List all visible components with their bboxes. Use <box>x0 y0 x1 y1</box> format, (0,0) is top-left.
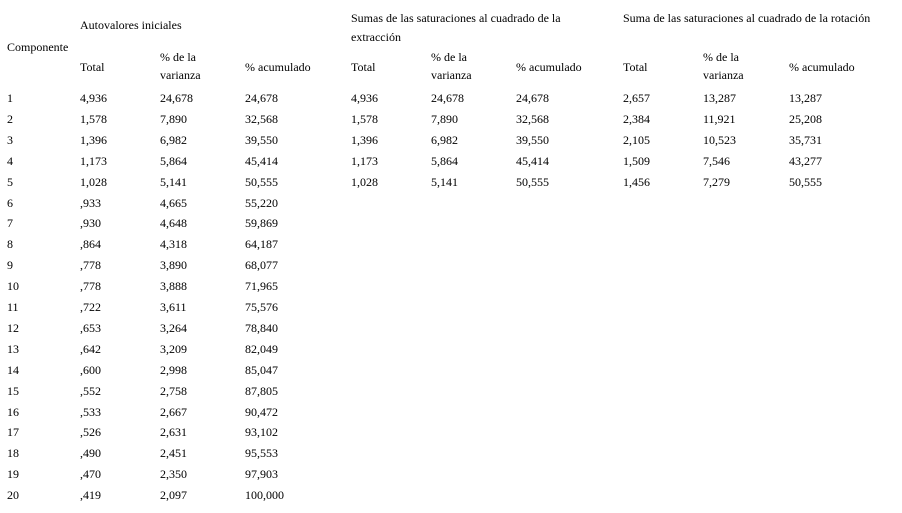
variance-initial-cell: 3,209 <box>160 342 187 356</box>
total-rotation-cell: 1,509 <box>623 154 650 168</box>
cumulative-rotation-cell: 13,287 <box>789 91 822 105</box>
cumulative-initial-cell: 90,472 <box>245 405 278 419</box>
component-cell: 3 <box>7 133 13 147</box>
cumulative-initial-cell: 50,555 <box>245 175 278 189</box>
variance-initial-cell: 5,864 <box>160 154 187 168</box>
cumulative-initial-cell: 75,576 <box>245 300 278 314</box>
variance-rotation-cell: 13,287 <box>703 91 736 105</box>
total-initial-cell: ,933 <box>80 196 101 210</box>
variance-extraction-cell: 5,141 <box>431 175 458 189</box>
component-cell: 9 <box>7 258 13 272</box>
variance-extraction-cell: 7,890 <box>431 112 458 126</box>
col-header-total-3: Total <box>623 60 648 74</box>
variance-rotation-cell: 7,546 <box>703 154 730 168</box>
cumulative-extraction-cell: 45,414 <box>516 154 549 168</box>
component-cell: 20 <box>7 488 19 502</box>
group-header-rotation-loadings: Suma de las saturaciones al cuadrado de la rotación <box>623 11 871 25</box>
component-cell: 15 <box>7 384 19 398</box>
cumulative-initial-cell: 45,414 <box>245 154 278 168</box>
total-rotation-cell: 2,657 <box>623 91 650 105</box>
cumulative-initial-cell: 78,840 <box>245 321 278 335</box>
total-initial-cell: ,470 <box>80 467 101 481</box>
variance-initial-cell: 2,097 <box>160 488 187 502</box>
cumulative-initial-cell: 68,077 <box>245 258 278 272</box>
cumulative-initial-cell: 39,550 <box>245 133 278 147</box>
total-initial-cell: ,533 <box>80 405 101 419</box>
component-cell: 11 <box>7 300 19 314</box>
cumulative-initial-cell: 87,805 <box>245 384 278 398</box>
variance-rotation-cell: 7,279 <box>703 175 730 189</box>
col-header-cumulative-2: % acumulado <box>516 60 582 74</box>
component-cell: 16 <box>7 405 19 419</box>
cumulative-initial-cell: 64,187 <box>245 237 278 251</box>
variance-initial-cell: 5,141 <box>160 175 187 189</box>
total-initial-cell: ,552 <box>80 384 101 398</box>
cumulative-extraction-cell: 50,555 <box>516 175 549 189</box>
total-initial-cell: ,778 <box>80 279 101 293</box>
variance-initial-cell: 2,350 <box>160 467 187 481</box>
variance-initial-cell: 3,611 <box>160 300 187 314</box>
cumulative-initial-cell: 85,047 <box>245 363 278 377</box>
total-initial-cell: ,864 <box>80 237 101 251</box>
component-cell: 18 <box>7 446 19 460</box>
variance-initial-cell: 4,665 <box>160 196 187 210</box>
variance-extraction-cell: 5,864 <box>431 154 458 168</box>
total-initial-cell: ,490 <box>80 446 101 460</box>
total-extraction-cell: 1,396 <box>351 133 378 147</box>
group-header-extraction-loadings: Sumas de las saturaciones al cuadrado de la extracción <box>351 11 561 44</box>
total-initial-cell: 1,173 <box>80 154 107 168</box>
variance-extraction-cell: 24,678 <box>431 91 464 105</box>
component-header: Componente <box>7 40 69 54</box>
col-header-total-1: Total <box>80 60 105 74</box>
component-cell: 19 <box>7 467 19 481</box>
component-cell: 5 <box>7 175 13 189</box>
cumulative-rotation-cell: 25,208 <box>789 112 822 126</box>
total-rotation-cell: 1,456 <box>623 175 650 189</box>
variance-initial-cell: 7,890 <box>160 112 187 126</box>
cumulative-initial-cell: 97,903 <box>245 467 278 481</box>
col-header-variance-3: % de la varianza <box>703 50 744 82</box>
cumulative-rotation-cell: 43,277 <box>789 154 822 168</box>
total-initial-cell: ,600 <box>80 363 101 377</box>
cumulative-initial-cell: 95,553 <box>245 446 278 460</box>
cumulative-initial-cell: 82,049 <box>245 342 278 356</box>
component-cell: 6 <box>7 196 13 210</box>
cumulative-initial-cell: 93,102 <box>245 425 278 439</box>
component-cell: 4 <box>7 154 13 168</box>
total-initial-cell: ,722 <box>80 300 101 314</box>
cumulative-initial-cell: 71,965 <box>245 279 278 293</box>
col-header-cumulative-3: % acumulado <box>789 60 855 74</box>
variance-initial-cell: 4,318 <box>160 237 187 251</box>
total-extraction-cell: 4,936 <box>351 91 378 105</box>
variance-initial-cell: 3,264 <box>160 321 187 335</box>
total-initial-cell: ,642 <box>80 342 101 356</box>
total-initial-cell: 4,936 <box>80 91 107 105</box>
variance-initial-cell: 2,451 <box>160 446 187 460</box>
total-initial-cell: ,778 <box>80 258 101 272</box>
variance-rotation-cell: 10,523 <box>703 133 736 147</box>
total-rotation-cell: 2,384 <box>623 112 650 126</box>
variance-initial-cell: 2,998 <box>160 363 187 377</box>
cumulative-initial-cell: 24,678 <box>245 91 278 105</box>
total-extraction-cell: 1,578 <box>351 112 378 126</box>
variance-initial-cell: 3,890 <box>160 258 187 272</box>
component-cell: 1 <box>7 91 13 105</box>
col-header-total-2: Total <box>351 60 376 74</box>
component-cell: 17 <box>7 425 19 439</box>
col-header-variance-1: % de la varianza <box>160 50 201 82</box>
component-cell: 12 <box>7 321 19 335</box>
total-extraction-cell: 1,028 <box>351 175 378 189</box>
cumulative-initial-cell: 59,869 <box>245 216 278 230</box>
cumulative-rotation-cell: 35,731 <box>789 133 822 147</box>
variance-initial-cell: 24,678 <box>160 91 193 105</box>
total-initial-cell: ,930 <box>80 216 101 230</box>
cumulative-extraction-cell: 24,678 <box>516 91 549 105</box>
total-initial-cell: ,419 <box>80 488 101 502</box>
group-header-initial-eigenvalues: Autovalores iniciales <box>80 18 182 32</box>
total-initial-cell: ,526 <box>80 425 101 439</box>
cumulative-initial-cell: 55,220 <box>245 196 278 210</box>
component-cell: 7 <box>7 216 13 230</box>
cumulative-rotation-cell: 50,555 <box>789 175 822 189</box>
variance-initial-cell: 2,631 <box>160 425 187 439</box>
total-initial-cell: ,653 <box>80 321 101 335</box>
cumulative-extraction-cell: 39,550 <box>516 133 549 147</box>
component-cell: 14 <box>7 363 19 377</box>
total-initial-cell: 1,396 <box>80 133 107 147</box>
cumulative-initial-cell: 32,568 <box>245 112 278 126</box>
col-header-cumulative-1: % acumulado <box>245 60 311 74</box>
component-cell: 8 <box>7 237 13 251</box>
variance-initial-cell: 4,648 <box>160 216 187 230</box>
variance-initial-cell: 2,667 <box>160 405 187 419</box>
total-initial-cell: 1,028 <box>80 175 107 189</box>
cumulative-initial-cell: 100,000 <box>245 488 284 502</box>
variance-initial-cell: 2,758 <box>160 384 187 398</box>
variance-initial-cell: 3,888 <box>160 279 187 293</box>
variance-extraction-cell: 6,982 <box>431 133 458 147</box>
variance-rotation-cell: 11,921 <box>703 112 736 126</box>
component-cell: 2 <box>7 112 13 126</box>
total-extraction-cell: 1,173 <box>351 154 378 168</box>
cumulative-extraction-cell: 32,568 <box>516 112 549 126</box>
total-rotation-cell: 2,105 <box>623 133 650 147</box>
component-cell: 10 <box>7 279 19 293</box>
col-header-variance-2: % de la varianza <box>431 50 472 82</box>
total-initial-cell: 1,578 <box>80 112 107 126</box>
component-cell: 13 <box>7 342 19 356</box>
variance-initial-cell: 6,982 <box>160 133 187 147</box>
